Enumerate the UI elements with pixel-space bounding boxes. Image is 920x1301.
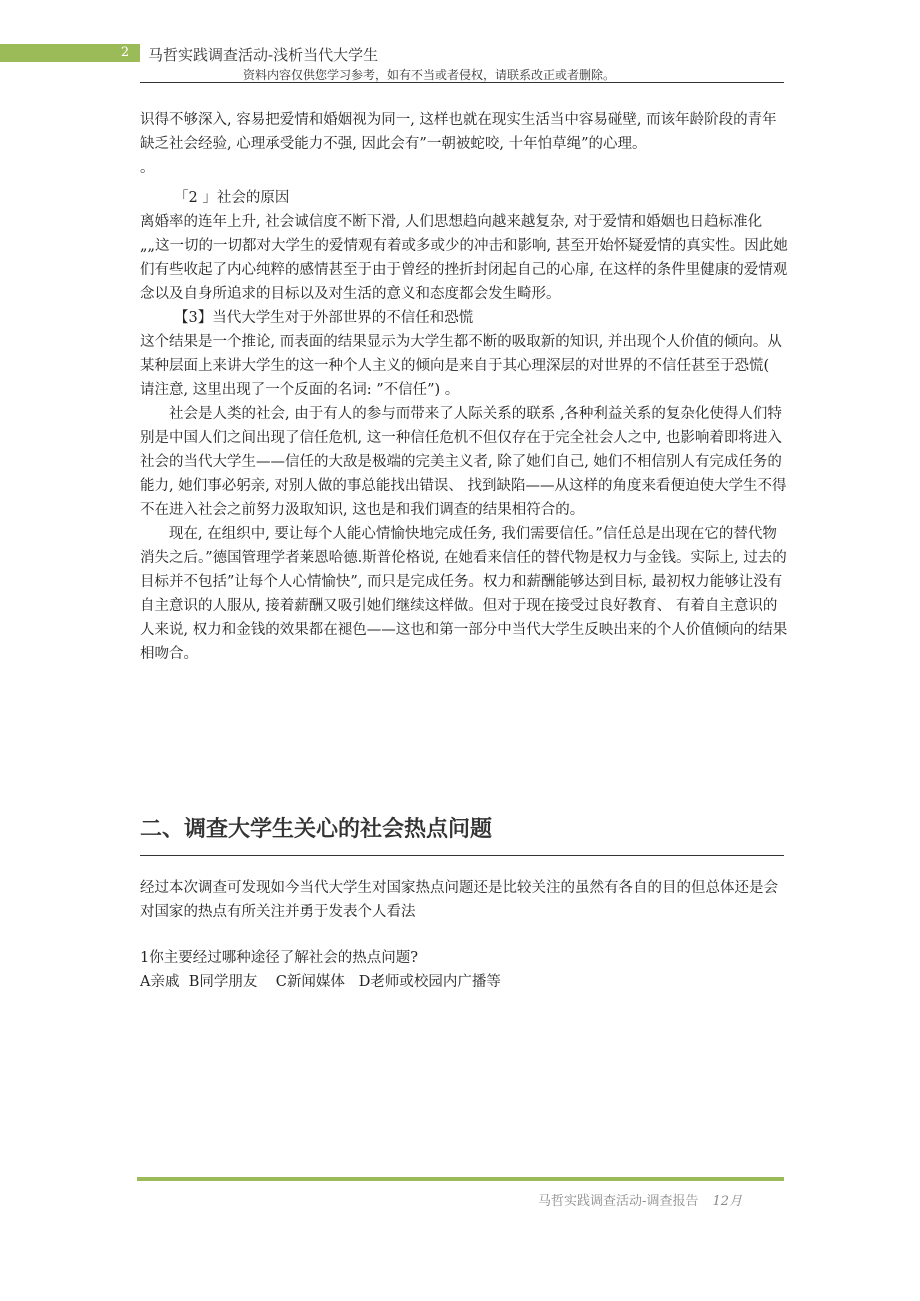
footer	[538, 1190, 742, 1209]
paragraph-psychology: 识得不够深入, 容易把爱情和婚姻视为同一, 这样也就在现实生活当中容易碰壁, 而该年龄阶段的青年缺乏社会经验, 心理承受能力不强, 因此会有”一朝被蛇咬, 十年怕草绳”的心理。	[140, 112, 777, 152]
paragraph-trust-crisis: 社会是人类的社会, 由于有人的参与而带来了人际关系的联系 ,各种利益关系的复杂化使得人们特别是中国人们之间出现了信任危机, 这一种信任危机不但仅存在于完全社会人之中, 也影响着即将进入社会的当代大学生——信任的大敌是极端的完美主义者, 除了她们自己, 她们不相信别人有完成任务的能力, 她们事必躬亲, 对别人做的事总能找出错误、 找到缺陷——从这样的角度来看便迫使大学生不得不在进入社会之前努力汲取知识, 这也是和我们调查的结果相符合的。	[140, 406, 787, 518]
paragraph-trust-organization: 现在, 在组织中, 要让每个人能心情愉快地完成任务, 我们需要信任。”信任总是出现在它的替代物消失之后。”德国管理学者莱恩哈德.斯普伦格说, 在她看来信任的替代物是权力与金钱。实际上, 过去的目标并不包括”让每个人心情愉快”, 而只是完成任务。权力和薪酬能够达到目标, 最初权力能够让没有自主意识的人服从, 接着薪酬又吸引她们继续这样做。但对于现在接受过良好教育、 有着自主意识的人来说, 权力和金钱的效果都在褪色——这也和第一部分中当代大学生反映出来的个人价值倾向的结果相吻合。	[140, 526, 788, 662]
section-body	[140, 876, 788, 994]
section-rule	[140, 855, 784, 856]
copyright-note: 资料内容仅供您学习参考，如有不当或者侵权，请联系改正或者删除。	[243, 68, 616, 82]
footer-month: 12月	[712, 1194, 742, 1209]
page-number: 2	[120, 45, 130, 60]
footer-title: 马哲实践调查活动-调查报告	[538, 1194, 699, 1209]
header-rule	[140, 82, 784, 83]
footer-accent-bar	[137, 1177, 784, 1181]
survey-options: A亲戚 B同学朋友 C新闻媒体 D老师或校园内广播等	[140, 974, 501, 990]
header-title: 马哲实践调查活动-浅析当代大学生	[148, 46, 379, 64]
subheading-social-reason: 「2 」社会的原因	[174, 190, 290, 206]
section-heading: 二、调查大学生关心的社会热点问题	[140, 817, 493, 842]
section-intro: 经过本次调查可发现如今当代大学生对国家热点问题还是比较关注的虽然有各自的目的但总体还是会对国家的热点有所关注并勇于发表个人看法	[140, 880, 778, 920]
paragraph-social-reason: 离婚率的连年上升, 社会诚信度不断下滑, 人们思想趋向越来越复杂, 对于爱情和婚姻也日趋标准化„„这一切的一切都对大学生的爱情观有着或多或少的冲击和影响, 甚至开始怀疑爱情的真实性。因此她们有些收起了内心纯粹的感情甚至于由于曾经的挫折封闭起自己的心扉, 在这样的条件里健康的爱情观念以及自身所追求的目标以及对生活的意义和态度都会发生畸形。	[140, 214, 788, 302]
survey-question: 1你主要经过哪种途径了解社会的热点问题?	[140, 950, 418, 966]
body-text	[140, 108, 788, 666]
paragraph-distrust: 这个结果是一个推论, 而表面的结果显示为大学生都不断的吸取新的知识, 并出现个人价值的倾向。从某种层面上来讲大学生的这一种个人主义的倾向是来自于其心理深层的对世界的不信任甚至于恐慌( 请注意, 这里出现了一个反面的名词: ”不信任”) 。	[140, 334, 782, 398]
subheading-distrust: 【3】当代大学生对于外部世界的不信任和恐慌	[174, 310, 474, 326]
paragraph-fragment: 。	[140, 160, 155, 176]
